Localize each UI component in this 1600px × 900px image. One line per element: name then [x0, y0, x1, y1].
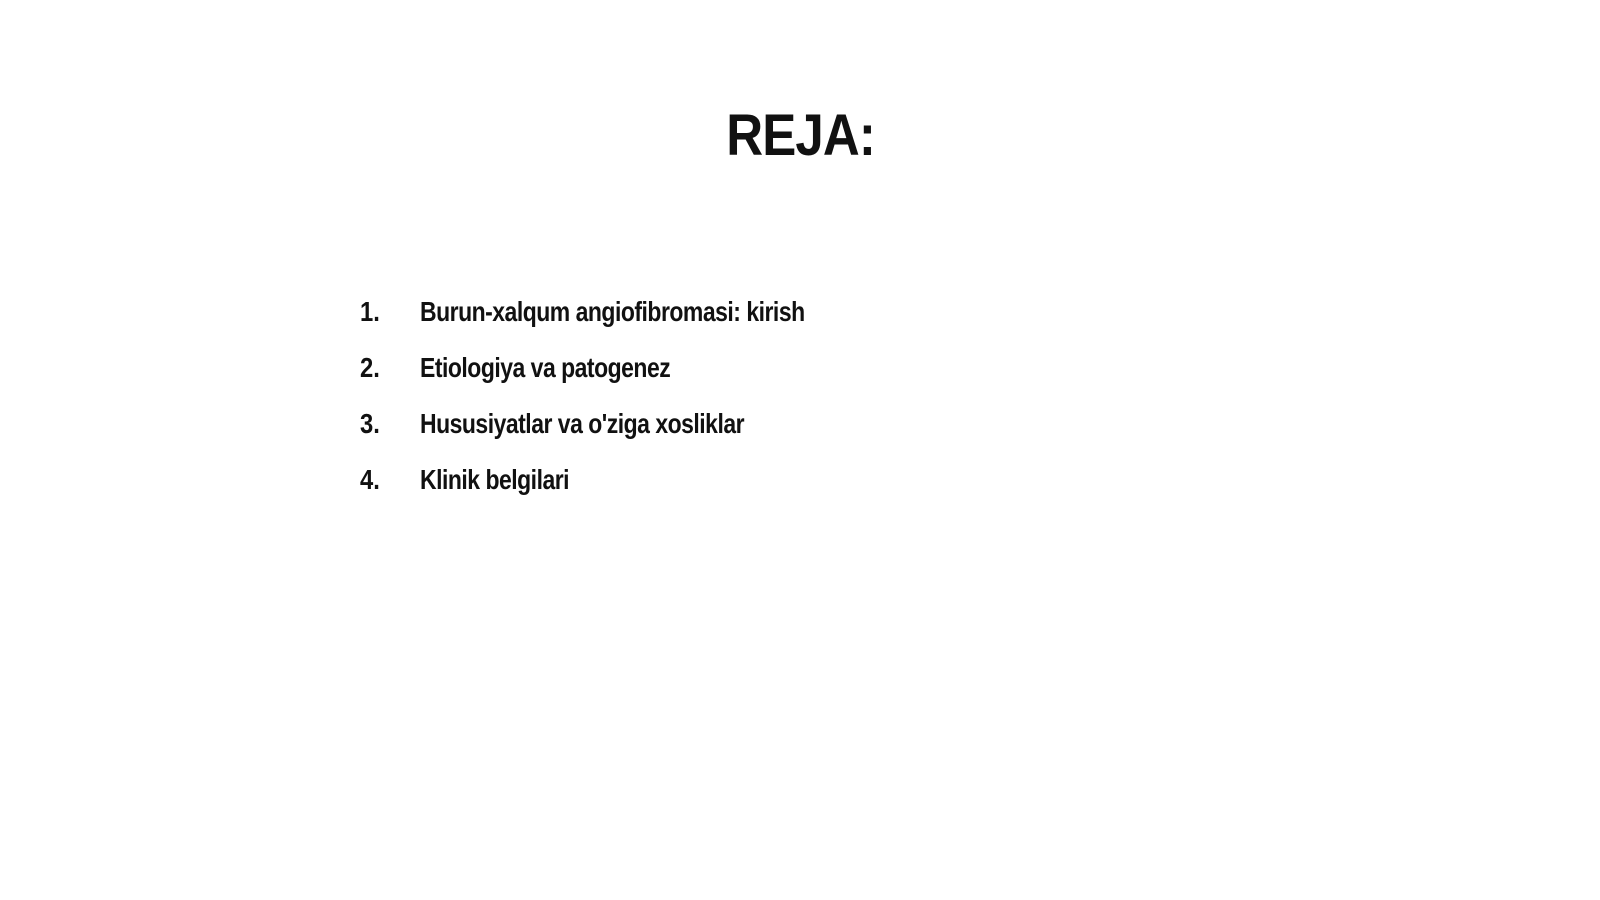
agenda-list [360, 284, 889, 508]
agenda-item [360, 396, 889, 452]
agenda-item-number: 3. [360, 408, 380, 439]
agenda-item-number: 2. [360, 352, 380, 383]
agenda-item-label: Etiologiya va patogenez [420, 352, 671, 383]
agenda-item-number: 1. [360, 296, 380, 327]
agenda-item [360, 340, 889, 396]
agenda-item-label: Klinik belgilari [420, 464, 570, 495]
agenda-item [360, 284, 889, 340]
slide-title: REJA: [726, 103, 875, 168]
agenda-item-label: Hususiyatlar va o'ziga xosliklar [420, 408, 745, 439]
agenda-item-label: Burun-xalqum angiofibromasi: kirish [420, 296, 805, 327]
agenda-item-number: 4. [360, 464, 380, 495]
agenda-item [360, 452, 889, 508]
